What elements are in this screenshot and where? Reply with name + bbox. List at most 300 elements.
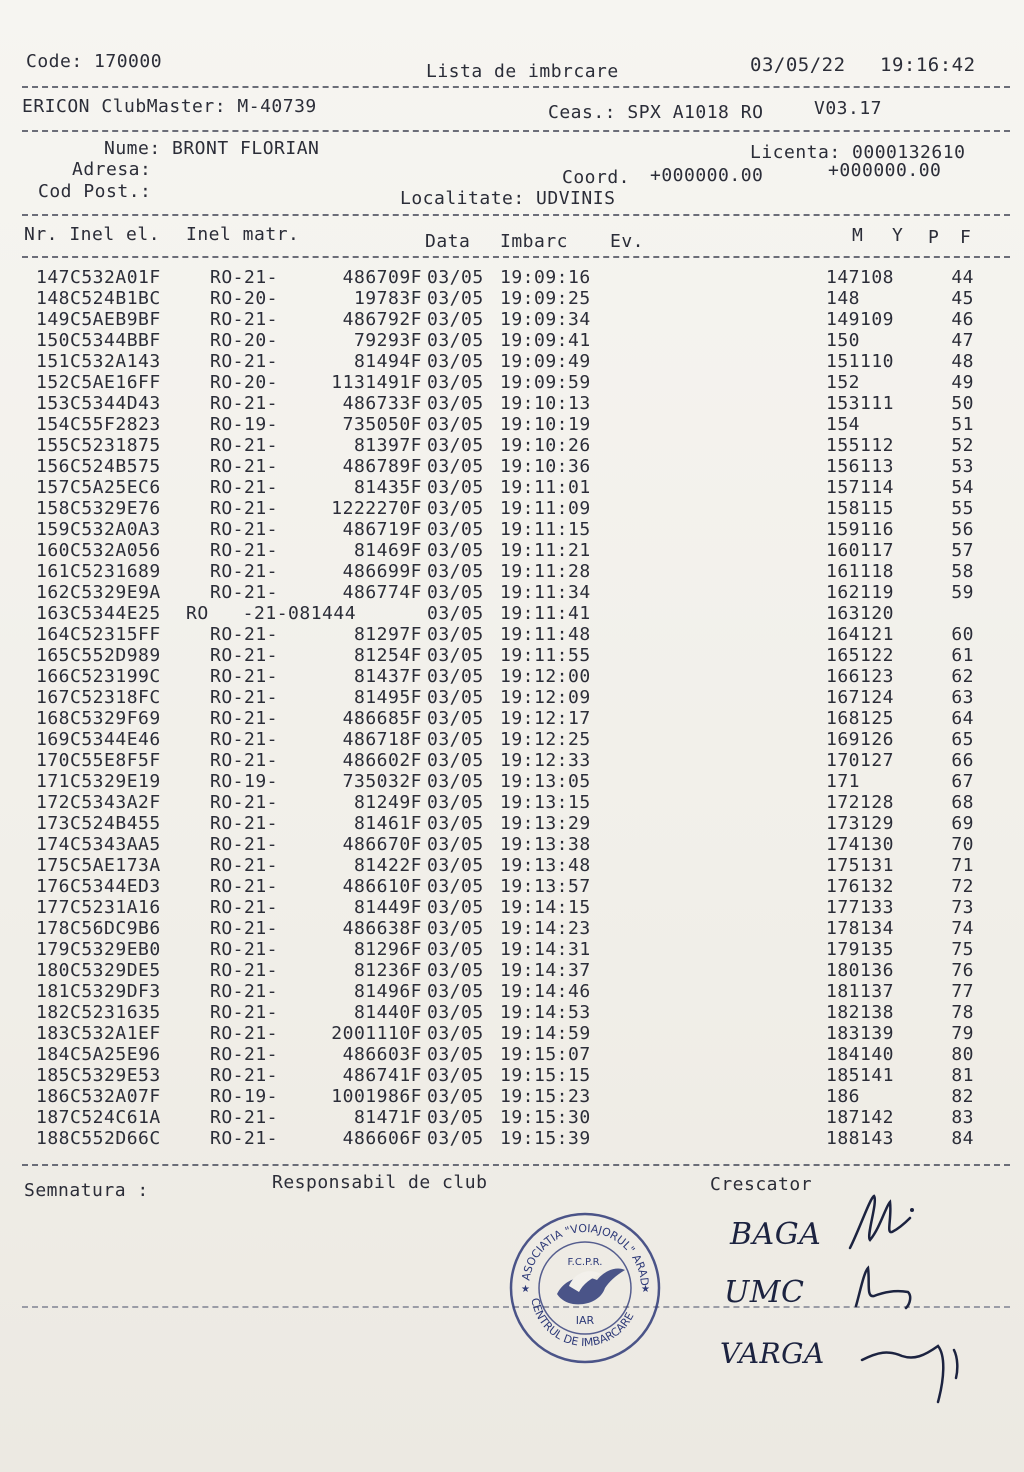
electronic-ring-cell: 176C5344ED3 <box>36 876 161 897</box>
table-row <box>0 1087 1024 1108</box>
table-row <box>0 1003 1024 1024</box>
m-cell: 187142 <box>826 1107 895 1128</box>
ring-number-cell: 81397F <box>353 435 422 456</box>
m-cell: 159116 <box>826 519 895 540</box>
ring-number-cell: 81236F <box>353 960 422 981</box>
ring-number-cell: 81249F <box>353 792 422 813</box>
m-cell: 151110 <box>826 351 895 372</box>
ring-number-cell: 486774F <box>342 582 422 603</box>
f-cell: 70 <box>951 834 974 855</box>
m-cell: 167124 <box>826 687 895 708</box>
f-cell: 57 <box>951 540 974 561</box>
electronic-ring-cell: 153C5344D43 <box>36 393 161 414</box>
date-cell: 03/05 <box>427 960 484 981</box>
m-cell: 153111 <box>826 393 895 414</box>
date-cell: 03/05 <box>427 624 484 645</box>
electronic-ring-cell: 164C52315FF <box>36 624 161 645</box>
table-row <box>0 478 1024 499</box>
f-cell: 77 <box>951 981 974 1002</box>
f-cell: 64 <box>951 708 974 729</box>
ring-number-cell: 19783F <box>353 288 422 309</box>
ring-number-cell: 486789F <box>342 456 422 477</box>
time-cell: 19:13:29 <box>500 813 591 834</box>
m-cell: 188143 <box>826 1128 895 1149</box>
f-cell: 45 <box>951 288 974 309</box>
ring-number-cell: 486741F <box>342 1065 422 1086</box>
electronic-ring-cell: 181C5329DF3 <box>36 981 161 1002</box>
electronic-ring-cell: 185C5329E53 <box>36 1065 161 1086</box>
version-label: V03.17 <box>814 98 883 119</box>
f-cell: 63 <box>951 687 974 708</box>
m-cell: 171 <box>826 771 861 792</box>
table-row <box>0 793 1024 814</box>
ring-series-cell: RO-21- <box>210 834 279 855</box>
m-cell: 160117 <box>826 540 895 561</box>
table-row <box>0 1066 1024 1087</box>
time-cell: 19:12:17 <box>500 708 591 729</box>
electronic-ring-cell: 149C5AEB9BF <box>36 309 161 330</box>
f-cell: 84 <box>951 1128 974 1149</box>
time-cell: 19:13:15 <box>500 792 591 813</box>
table-row <box>0 436 1024 457</box>
time-cell: 19:13:48 <box>500 855 591 876</box>
star-icon: ★ <box>521 1284 530 1295</box>
f-cell: 54 <box>951 477 974 498</box>
time-cell: 19:09:59 <box>500 372 591 393</box>
print-date: 03/05/22 <box>750 54 846 76</box>
ring-number-cell: 486606F <box>342 1128 422 1149</box>
f-cell: 52 <box>951 435 974 456</box>
f-cell: 55 <box>951 498 974 519</box>
date-cell: 03/05 <box>427 267 484 288</box>
f-cell: 59 <box>951 582 974 603</box>
signature-mark-3 <box>858 1330 978 1410</box>
date-cell: 03/05 <box>427 393 484 414</box>
m-cell: 184140 <box>826 1044 895 1065</box>
date-cell: 03/05 <box>427 771 484 792</box>
table-row <box>0 688 1024 709</box>
date-cell: 03/05 <box>427 498 484 519</box>
time-cell: 19:13:57 <box>500 876 591 897</box>
table-row <box>0 709 1024 730</box>
time-cell: 19:15:39 <box>500 1128 591 1149</box>
electronic-ring-cell: 168C5329F69 <box>36 708 161 729</box>
handwritten-name-1: BAGA <box>730 1217 822 1252</box>
m-cell: 182138 <box>826 1002 895 1023</box>
time-cell: 19:15:07 <box>500 1044 591 1065</box>
time-cell: 19:13:38 <box>500 834 591 855</box>
electronic-ring-cell: 177C5231A16 <box>36 897 161 918</box>
m-cell: 181137 <box>826 981 895 1002</box>
date-cell: 03/05 <box>427 918 484 939</box>
time-cell: 19:14:23 <box>500 918 591 939</box>
coord-lon: +000000.00 <box>828 160 942 181</box>
ring-number-cell: 81296F <box>353 939 422 960</box>
f-cell: 44 <box>951 267 974 288</box>
table-row <box>0 604 1024 625</box>
m-cell: 156113 <box>826 456 895 477</box>
table-row <box>0 856 1024 877</box>
table-row <box>0 499 1024 520</box>
f-cell: 58 <box>951 561 974 582</box>
ring-series-cell: RO-21- <box>210 792 279 813</box>
m-cell: 154 <box>826 414 861 435</box>
table-row <box>0 1129 1024 1150</box>
m-cell: 166123 <box>826 666 895 687</box>
date-cell: 03/05 <box>427 1107 484 1128</box>
ring-number-cell: 486602F <box>342 750 422 771</box>
table-row <box>0 520 1024 541</box>
divider <box>22 130 1010 132</box>
electronic-ring-cell: 163C5344E25 <box>36 603 161 624</box>
time-cell: 19:11:34 <box>500 582 591 603</box>
time-cell: 19:14:53 <box>500 1002 591 1023</box>
stamp-small-text: IAR <box>575 1314 595 1327</box>
m-cell: 173129 <box>826 813 895 834</box>
ring-number-cell: 735032F <box>342 771 422 792</box>
code-label: Code: 170000 <box>26 51 163 72</box>
ring-series-cell: RO-21- <box>210 393 279 414</box>
date-cell: 03/05 <box>427 1065 484 1086</box>
f-cell: 83 <box>951 1107 974 1128</box>
f-cell: 79 <box>951 1023 974 1044</box>
m-cell: 148 <box>826 288 861 309</box>
ring-number-cell: 486792F <box>342 309 422 330</box>
ring-series-cell: RO-19- <box>210 414 279 435</box>
time-cell: 19:14:59 <box>500 1023 591 1044</box>
column-ring-electronic: Nr. Inel el. <box>24 224 161 245</box>
pigeon-icon <box>557 1268 625 1304</box>
electronic-ring-cell: 173C524B455 <box>36 813 161 834</box>
signature-label: Semnatura : <box>24 1180 149 1201</box>
time-cell: 19:14:15 <box>500 897 591 918</box>
table-row <box>0 394 1024 415</box>
m-cell: 170127 <box>826 750 895 771</box>
time-cell: 19:11:28 <box>500 561 591 582</box>
ring-number-cell: 486685F <box>342 708 422 729</box>
electronic-ring-cell: 154C55F2823 <box>36 414 161 435</box>
f-cell: 75 <box>951 939 974 960</box>
f-cell: 74 <box>951 918 974 939</box>
m-cell: 150 <box>826 330 861 351</box>
time-cell: 19:10:36 <box>500 456 591 477</box>
table-row <box>0 898 1024 919</box>
f-cell: 65 <box>951 729 974 750</box>
m-cell: 176132 <box>826 876 895 897</box>
m-cell: 163120 <box>826 603 895 624</box>
ring-number-cell: 486638F <box>342 918 422 939</box>
ring-number-cell: 486709F <box>342 267 422 288</box>
date-cell: 03/05 <box>427 414 484 435</box>
m-cell: 164121 <box>826 624 895 645</box>
electronic-ring-cell: 178C56DC9B6 <box>36 918 161 939</box>
ring-series-cell: RO-21- <box>210 918 279 939</box>
time-cell: 19:13:05 <box>500 771 591 792</box>
name-label: Nume: <box>104 138 161 159</box>
ring-series-cell: RO-21- <box>210 540 279 561</box>
table-row <box>0 1024 1024 1045</box>
ring-series-cell: RO-21- <box>210 477 279 498</box>
f-cell: 53 <box>951 456 974 477</box>
ring-number-cell: 486718F <box>342 729 422 750</box>
m-cell: 152 <box>826 372 861 393</box>
table-row <box>0 373 1024 394</box>
divider <box>22 1164 1010 1166</box>
m-cell: 177133 <box>826 897 895 918</box>
date-cell: 03/05 <box>427 351 484 372</box>
f-cell: 68 <box>951 792 974 813</box>
ring-number-cell: 79293F <box>353 330 422 351</box>
time-cell: 19:10:19 <box>500 414 591 435</box>
column-date: Data <box>425 231 471 252</box>
date-cell: 03/05 <box>427 603 484 624</box>
table-row <box>0 415 1024 436</box>
signature-mark-2 <box>850 1262 920 1312</box>
m-cell: 155112 <box>826 435 895 456</box>
ring-number-cell: 81435F <box>353 477 422 498</box>
time-cell: 19:10:26 <box>500 435 591 456</box>
f-cell: 50 <box>951 393 974 414</box>
table-row <box>0 751 1024 772</box>
table-row <box>0 940 1024 961</box>
date-cell: 03/05 <box>427 729 484 750</box>
electronic-ring-cell: 162C5329E9A <box>36 582 161 603</box>
ring-series-cell: RO-21- <box>210 1107 279 1128</box>
date-cell: 03/05 <box>427 834 484 855</box>
ring-series-cell: RO-21- <box>210 1065 279 1086</box>
ring-number-cell: 81422F <box>353 855 422 876</box>
m-cell: 175131 <box>826 855 895 876</box>
f-cell: 82 <box>951 1086 974 1107</box>
electronic-ring-cell: 160C532A056 <box>36 540 161 561</box>
time-cell: 19:12:33 <box>500 750 591 771</box>
divider <box>22 214 1010 216</box>
time-cell: 19:11:09 <box>500 498 591 519</box>
electronic-ring-cell: 182C5231635 <box>36 1002 161 1023</box>
m-cell: 174130 <box>826 834 895 855</box>
f-cell: 73 <box>951 897 974 918</box>
time-cell: 19:11:41 <box>500 603 591 624</box>
ring-number-cell: 486603F <box>342 1044 422 1065</box>
electronic-ring-cell: 183C532A1EF <box>36 1023 161 1044</box>
ring-series-cell: RO-21- <box>210 939 279 960</box>
ring-number-cell: 81440F <box>353 1002 422 1023</box>
ring-series-cell: RO-21- <box>210 309 279 330</box>
table-row <box>0 814 1024 835</box>
f-cell: 67 <box>951 771 974 792</box>
breeder-label: Crescator <box>710 1174 813 1195</box>
electronic-ring-cell: 161C5231689 <box>36 561 161 582</box>
time-cell: 19:11:48 <box>500 624 591 645</box>
ring-number-cell: 81461F <box>353 813 422 834</box>
ring-series-cell: RO-20- <box>210 330 279 351</box>
table-row <box>0 982 1024 1003</box>
ring-series-cell: RO-21- <box>210 519 279 540</box>
club-responsible-label: Responsabil de club <box>272 1172 488 1193</box>
electronic-ring-cell: 169C5344E46 <box>36 729 161 750</box>
electronic-ring-cell: 170C55E8F5F <box>36 750 161 771</box>
date-cell: 03/05 <box>427 309 484 330</box>
ring-series-cell: RO-20- <box>210 372 279 393</box>
ring-number-cell: 486670F <box>342 834 422 855</box>
time-cell: 19:09:41 <box>500 330 591 351</box>
ring-number-cell: 81449F <box>353 897 422 918</box>
m-cell: 178134 <box>826 918 895 939</box>
f-cell: 49 <box>951 372 974 393</box>
ring-number-cell: 81496F <box>353 981 422 1002</box>
electronic-ring-cell: 157C5A25EC6 <box>36 477 161 498</box>
electronic-ring-cell: 174C5343AA5 <box>36 834 161 855</box>
time-cell: 19:14:37 <box>500 960 591 981</box>
date-cell: 03/05 <box>427 372 484 393</box>
ring-series-cell: RO-20- <box>210 288 279 309</box>
column-m: M <box>852 225 864 246</box>
ring-series-cell: RO-21- <box>210 435 279 456</box>
ring-series-cell: RO-19- <box>210 771 279 792</box>
coord-lat: +000000.00 <box>650 165 764 186</box>
ring-number-cell: 81437F <box>353 666 422 687</box>
signature-mark-1 <box>840 1188 920 1258</box>
m-cell: 185141 <box>826 1065 895 1086</box>
ring-series-cell: RO-21- <box>210 645 279 666</box>
time-cell: 19:11:01 <box>500 477 591 498</box>
date-cell: 03/05 <box>427 813 484 834</box>
electronic-ring-cell: 166C523199C <box>36 666 161 687</box>
m-cell: 162119 <box>826 582 895 603</box>
m-cell: 180136 <box>826 960 895 981</box>
time-cell: 19:09:49 <box>500 351 591 372</box>
date-cell: 03/05 <box>427 456 484 477</box>
electronic-ring-cell: 158C5329E76 <box>36 498 161 519</box>
stamp-mid-text: F.C.P.R. <box>567 1257 603 1268</box>
time-cell: 19:15:15 <box>500 1065 591 1086</box>
date-cell: 03/05 <box>427 666 484 687</box>
m-cell: 165122 <box>826 645 895 666</box>
handwritten-name-2: UMC <box>724 1275 805 1310</box>
f-cell: 62 <box>951 666 974 687</box>
electronic-ring-cell: 152C5AE16FF <box>36 372 161 393</box>
m-cell: 157114 <box>826 477 895 498</box>
ring-series-cell: RO-21- <box>210 561 279 582</box>
date-cell: 03/05 <box>427 330 484 351</box>
ring-number-cell: 735050F <box>342 414 422 435</box>
table-row <box>0 646 1024 667</box>
ring-number-cell: 1131491F <box>331 372 422 393</box>
ring-series-cell: RO-21- <box>210 1023 279 1044</box>
coord-label: Coord. <box>562 167 631 188</box>
handwritten-name-3: VARGA <box>720 1337 825 1370</box>
m-cell: 161118 <box>826 561 895 582</box>
m-cell: 169126 <box>826 729 895 750</box>
ring-series-cell: RO-21- <box>210 1002 279 1023</box>
address-label: Adresa: <box>72 159 152 180</box>
ring-series-cell: RO-21- <box>210 582 279 603</box>
electronic-ring-cell: 150C5344BBF <box>36 330 161 351</box>
f-cell: 47 <box>951 330 974 351</box>
electronic-ring-cell: 187C524C61A <box>36 1107 161 1128</box>
time-cell: 19:09:34 <box>500 309 591 330</box>
locality-label: Localitate: UDVINIS <box>400 188 616 209</box>
table-row <box>0 541 1024 562</box>
divider <box>22 256 1010 258</box>
table-row <box>0 1045 1024 1066</box>
table-row <box>0 730 1024 751</box>
ring-series-cell: RO-19- <box>210 1086 279 1107</box>
f-cell: 76 <box>951 960 974 981</box>
star-icon: ★ <box>641 1284 650 1295</box>
date-cell: 03/05 <box>427 1086 484 1107</box>
f-cell: 80 <box>951 1044 974 1065</box>
table-row <box>0 1108 1024 1129</box>
electronic-ring-cell: 184C5A25E96 <box>36 1044 161 1065</box>
ring-series-cell: RO-21- <box>210 666 279 687</box>
ring-number-cell: 1222270F <box>331 498 422 519</box>
column-boarding: Imbarc <box>500 231 569 252</box>
ring-series-cell: RO -21-081444 <box>186 603 357 624</box>
ring-series-cell: RO-21- <box>210 813 279 834</box>
date-cell: 03/05 <box>427 540 484 561</box>
ring-series-cell: RO-21- <box>210 351 279 372</box>
ring-series-cell: RO-21- <box>210 876 279 897</box>
ring-number-cell: 81495F <box>353 687 422 708</box>
ring-series-cell: RO-21- <box>210 624 279 645</box>
column-ring-number: Inel matr. <box>186 224 300 245</box>
ring-series-cell: RO-21- <box>210 855 279 876</box>
stamp-top-text: ASOCIATIA "VOIAJORUL" ARAD <box>519 1221 652 1287</box>
column-ev: Ev. <box>610 231 645 252</box>
date-cell: 03/05 <box>427 855 484 876</box>
m-cell: 186 <box>826 1086 861 1107</box>
date-cell: 03/05 <box>427 1002 484 1023</box>
ring-series-cell: RO-21- <box>210 981 279 1002</box>
electronic-ring-cell: 155C5231875 <box>36 435 161 456</box>
column-y: Y <box>892 225 904 246</box>
date-cell: 03/05 <box>427 981 484 1002</box>
table-row <box>0 877 1024 898</box>
table-row <box>0 625 1024 646</box>
time-cell: 19:15:30 <box>500 1107 591 1128</box>
table-row <box>0 352 1024 373</box>
date-cell: 03/05 <box>427 1023 484 1044</box>
print-time: 19:16:42 <box>880 54 976 76</box>
f-cell: 46 <box>951 309 974 330</box>
ring-series-cell: RO-21- <box>210 1128 279 1149</box>
ring-series-cell: RO-21- <box>210 498 279 519</box>
document-title: Lista de imbrcare <box>426 61 619 82</box>
ring-series-cell: RO-21- <box>210 267 279 288</box>
m-cell: 172128 <box>826 792 895 813</box>
time-cell: 19:15:23 <box>500 1086 591 1107</box>
divider <box>22 86 1010 88</box>
f-cell: 72 <box>951 876 974 897</box>
time-cell: 19:14:46 <box>500 981 591 1002</box>
license-label: Licenta: 0000132610 <box>750 142 966 163</box>
electronic-ring-cell: 147C532A01F <box>36 267 161 288</box>
f-cell: 81 <box>951 1065 974 1086</box>
date-cell: 03/05 <box>427 1044 484 1065</box>
table-row <box>0 961 1024 982</box>
ring-series-cell: RO-21- <box>210 456 279 477</box>
date-cell: 03/05 <box>427 876 484 897</box>
time-cell: 19:12:25 <box>500 729 591 750</box>
date-cell: 03/05 <box>427 750 484 771</box>
electronic-ring-cell: 172C5343A2F <box>36 792 161 813</box>
date-cell: 03/05 <box>427 708 484 729</box>
ring-series-cell: RO-21- <box>210 1044 279 1065</box>
ring-series-cell: RO-21- <box>210 750 279 771</box>
ring-series-cell: RO-21- <box>210 960 279 981</box>
electronic-ring-cell: 180C5329DE5 <box>36 960 161 981</box>
